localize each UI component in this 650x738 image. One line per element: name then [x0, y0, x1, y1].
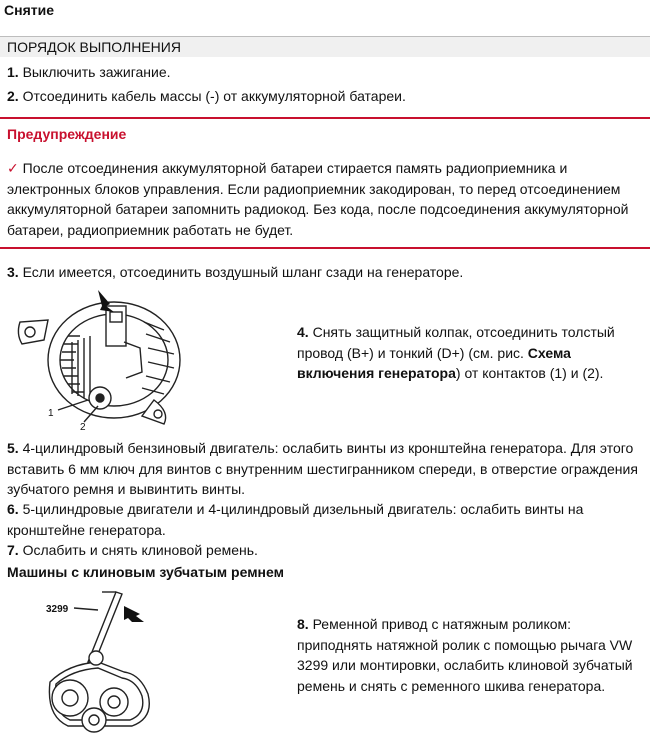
step-text: Отсоединить кабель массы (-) от аккумуляторной батареи. — [22, 88, 406, 104]
step-number: 8. — [297, 616, 309, 632]
step-number: 2. — [7, 88, 19, 104]
warning-text-block — [7, 158, 643, 240]
step-number: 4. — [297, 324, 309, 340]
section-title: Снятие — [4, 2, 54, 18]
step-7 — [7, 540, 258, 560]
warning-top-divider — [0, 117, 650, 119]
wiring-diagram-link[interactable]: Схема включения генератора — [297, 344, 571, 381]
step-text: Выключить зажигание. — [22, 64, 171, 80]
step-6 — [7, 499, 643, 540]
step-text: Если имеется, отсоединить воздушный шланг сзади на генераторе. — [22, 264, 464, 280]
step-1 — [7, 62, 171, 82]
figure-label-2: 2 — [80, 422, 86, 432]
step-number: 7. — [7, 542, 19, 558]
procedure-header-band — [0, 36, 650, 57]
tool-label: 3299 — [46, 604, 69, 615]
belt-drive-illustration — [28, 586, 188, 736]
subheading: Машины с клиновым зубчатым ремнем — [7, 564, 284, 580]
step-3 — [7, 262, 463, 282]
step-text: Ослабить и снять клиновой ремень. — [22, 542, 258, 558]
step-number: 3. — [7, 264, 19, 280]
warning-bottom-divider — [0, 247, 650, 249]
step-2 — [7, 86, 406, 106]
step-5 — [7, 438, 643, 500]
procedure-header: ПОРЯДОК ВЫПОЛНЕНИЯ — [7, 39, 181, 55]
step-text: 4-цилиндровый бензиновый двигатель: ослабить винты из кронштейна генератора. Для этого вставить 6 мм ключ для винтов с внутренним шестигранником спереди, в отверстие ограждения зубчатого ремня и вывинтить винты. — [7, 440, 638, 497]
step-number: 1. — [7, 64, 19, 80]
step-number: 5. — [7, 440, 19, 456]
step-text-end: ) от контактов (1) и (2). — [455, 365, 604, 381]
alternator-illustration — [14, 282, 190, 432]
step-8 — [297, 614, 642, 696]
checkmark-icon: ✓ — [7, 160, 19, 176]
figure-label-1: 1 — [48, 408, 54, 419]
step-4 — [297, 322, 642, 384]
step-text: Снять защитный колпак, отсоединить толстый провод (B+) и тонкий (D+) (см. рис. — [297, 324, 615, 361]
warning-text: После отсоединения аккумуляторной батареи стирается память радиоприемника и электронных блоков управления. Если радиоприемник закодирован, то перед отсоединением аккумуляторной батареи запомнить радиокод. Без кода, после подсоединения аккумуляторной батареи, радиоприемник работать не будет. — [7, 160, 629, 238]
warning-title: Предупреждение — [7, 126, 127, 142]
step-text: 5-цилиндровые двигатели и 4-цилиндровый дизельный двигатель: ослабить винты на кронштейне генератора. — [7, 501, 584, 538]
step-text: Ременной привод с натяжным роликом: приподнять натяжной ролик с помощью рычага VW 3299 или монтировки, ослабить клиновой зубчатый ремень и снять с ременного шкива генератора. — [297, 616, 633, 694]
step-number: 6. — [7, 501, 19, 517]
